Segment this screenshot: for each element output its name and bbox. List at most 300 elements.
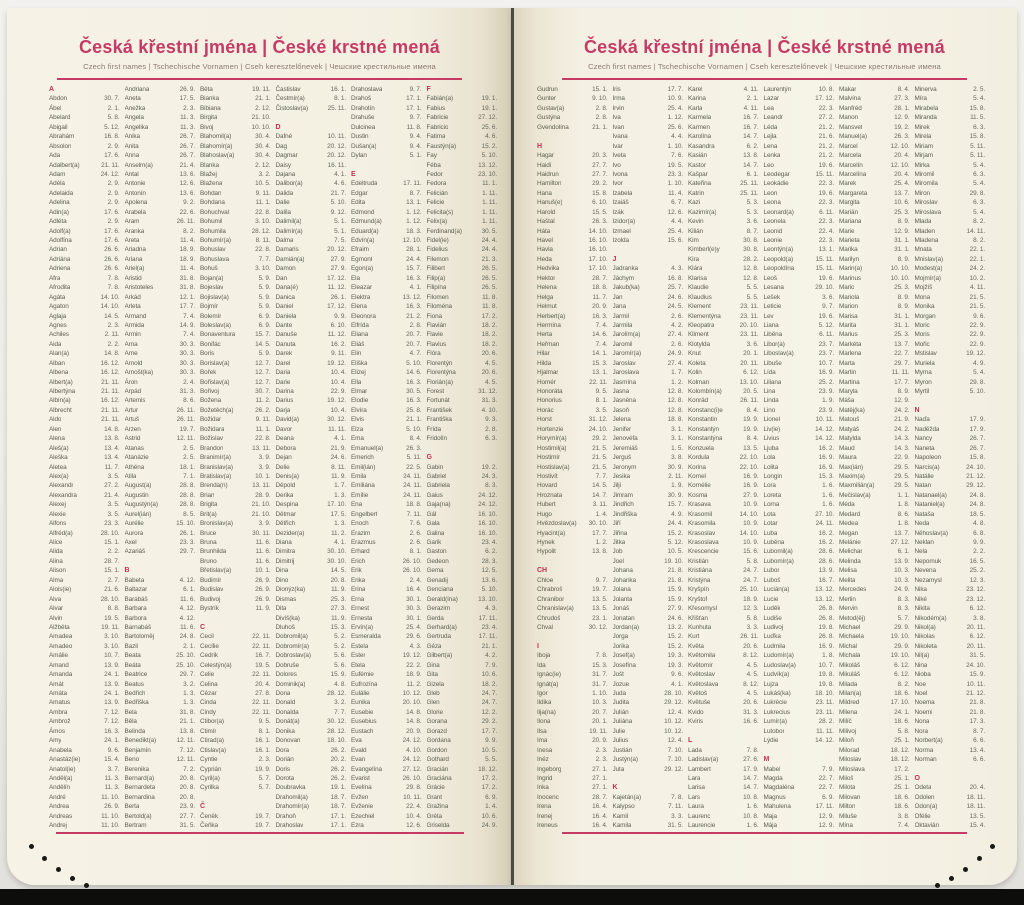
- name-entry: Hvězdoslav(a) 30. 10.: [537, 520, 608, 528]
- name-entry: Matyáš 24. 2.: [839, 425, 910, 433]
- name-entry: Jeremiáš 1. 5.: [612, 444, 683, 452]
- section-letter: J: [612, 255, 617, 263]
- name-entry: Jerguš 3. 8.: [612, 454, 683, 462]
- name-entry: Běta 19. 11.: [200, 86, 271, 93]
- name-entry: Achiles 2. 11.: [49, 331, 120, 339]
- name-entry: Brunhilda 11. 6.: [200, 548, 271, 556]
- name-entry: Odon(a) 18. 11.: [914, 803, 985, 811]
- name-columns: [49, 85, 497, 831]
- name-entry: Filomen 11. 8.: [426, 293, 497, 301]
- name-entry: Ida 15. 3.: [537, 661, 608, 669]
- name-entry: Magnus 6. 9.: [763, 793, 834, 801]
- name-entry: Benjamín 7. 12.: [124, 746, 195, 754]
- name-entry: Bivoj 10. 10.: [200, 123, 271, 131]
- name-entry: Dino 20. 8.: [275, 576, 346, 584]
- name-entry: Krasomila 10. 9.: [688, 520, 759, 528]
- name-entry: Diana 4. 1.: [275, 539, 346, 546]
- name-entry: Albert(a) 21. 11.: [49, 378, 120, 386]
- name-entry: Gilbert(a) 4. 2.: [426, 652, 497, 660]
- name-entry: Milton 18. 6.: [839, 803, 910, 811]
- name-entry: Božidar 9. 11.: [200, 416, 271, 424]
- name-entry: Flavián 18. 2.: [426, 321, 497, 329]
- name-entry: Dismas 25. 3.: [275, 595, 346, 603]
- spacer-row: [125, 557, 196, 566]
- name-entry: Danica 26. 1.: [275, 293, 346, 301]
- name-entry: Eusebius 14. 8.: [351, 718, 422, 726]
- name-entry: Blahomír(a) 30. 4.: [200, 142, 271, 150]
- name-entry: Ludoslav(a) 10. 7.: [763, 661, 834, 669]
- name-entry: Eulálie 10. 12.: [351, 690, 422, 697]
- name-entry: Longin 15. 3.: [763, 472, 834, 480]
- name-entry: Kazimír(a) 5. 3.: [688, 208, 759, 216]
- name-entry: Beatrice 29. 7.: [124, 671, 195, 679]
- name-entry: Kalypso 7. 11.: [612, 803, 683, 811]
- name-entry: Graciána 17. 2.: [426, 774, 497, 782]
- name-entry: Gaius 24. 12.: [426, 491, 497, 499]
- section-letter: C: [200, 623, 205, 631]
- name-entry: Alida 2. 2.: [49, 548, 120, 556]
- name-entry: Gabriela 8. 3.: [426, 482, 497, 490]
- name-entry: Forest 31. 12.: [426, 388, 497, 395]
- name-entry: Adrian 26. 6.: [49, 246, 120, 254]
- name-entry: Eliška 5. 10.: [351, 359, 422, 367]
- name-entry: Klaudius 5. 5.: [688, 293, 759, 301]
- name-entry: Belinda 13. 8.: [124, 727, 195, 735]
- name-entry: Heda 17. 10.: [537, 255, 608, 263]
- name-entry: Ildika 10. 3.: [537, 699, 608, 707]
- name-entry: Merlin 8. 3.: [839, 595, 910, 603]
- name-entry: Doris 26. 2.: [275, 765, 346, 773]
- name-entry: Miroslav 6. 3.: [914, 199, 985, 207]
- name-entry: Dagmar 20. 12.: [275, 152, 346, 160]
- name-entry: Dalida 21. 7.: [275, 189, 346, 197]
- name-entry: Amálie 10. 7.: [49, 652, 120, 660]
- name-entry: Bohuš 3. 10.: [200, 265, 271, 273]
- name-entry: Miromila 5. 4.: [914, 180, 985, 188]
- name-entry: Drahomír(a) 18. 7.: [275, 803, 346, 811]
- name-entry: Liana 5. 12.: [763, 321, 834, 329]
- name-entry: Absolon 2. 9.: [49, 142, 120, 150]
- name-entry: Ludomír(a) 1. 8.: [763, 652, 834, 660]
- name-entry: Alfréd(a) 28. 10.: [49, 529, 120, 537]
- name-columns: [537, 85, 985, 831]
- name-entry: Leonid 22. 4.: [763, 227, 834, 235]
- name-entry: Jonáš 27. 9.: [612, 605, 683, 613]
- name-column: [537, 85, 608, 831]
- name-entry: Leonard(a) 6. 11.: [763, 208, 834, 216]
- name-entry: Ireneus 16. 4.: [537, 822, 608, 830]
- name-entry: Elena 16. 3.: [351, 303, 422, 311]
- name-entry: Griselda 24. 9.: [426, 822, 497, 830]
- name-entry: Liběna 6. 11.: [763, 331, 834, 339]
- name-entry: Lazar 17. 12.: [763, 95, 834, 103]
- name-entry: Hostivít 7. 7.: [537, 472, 608, 480]
- name-entry: Hamilton 29. 2.: [537, 180, 608, 188]
- name-entry: Bianka 21. 1.: [200, 95, 271, 103]
- name-entry: Aleš(a) 13. 4.: [49, 444, 120, 452]
- section-letter: CH: [537, 567, 547, 575]
- name-entry: Cindy 22. 11.: [200, 708, 271, 716]
- name-entry: Alice 15. 1.: [49, 539, 120, 546]
- name-entry: Mercedes 24. 9.: [839, 586, 910, 594]
- name-entry: Anežka 2. 3.: [124, 104, 195, 112]
- name-entry: Eliana 20. 7.: [351, 331, 422, 339]
- name-entry: Leo 19. 6.: [763, 161, 834, 169]
- name-entry: Irma 10. 9.: [612, 95, 683, 103]
- name-entry: Laura 1. 6.: [688, 803, 759, 811]
- name-entry: Kastor 14. 7.: [688, 161, 759, 169]
- name-entry: Běla 21. 1.: [124, 718, 195, 726]
- name-entry: Manfréd 28. 1.: [839, 104, 910, 112]
- name-entry: Gabin 19. 2.: [426, 463, 497, 471]
- name-entry: Anděl(a) 11. 3.: [49, 774, 120, 782]
- name-entry: Aldo 21. 11.: [49, 416, 120, 424]
- name-entry: Estela 4. 3.: [351, 642, 422, 650]
- page-right: [512, 8, 1017, 885]
- name-entry: Dorián 20. 2.: [275, 756, 346, 764]
- name-entry: Inéz 2. 3.: [537, 756, 608, 764]
- name-entry: Gustýna 2. 8.: [537, 114, 608, 122]
- name-entry: Gothard 5. 5.: [426, 756, 497, 764]
- name-entry: Bohumil 3. 10.: [200, 218, 271, 226]
- name-entry: Justián 7. 10.: [612, 746, 683, 754]
- name-entry: Flavie 18. 2.: [426, 331, 497, 339]
- name-entry: Leonela 22. 3.: [763, 218, 834, 226]
- name-entry: Amadeo 3. 10.: [49, 642, 120, 650]
- name-entry: Brandon 13. 11.: [200, 444, 271, 452]
- name-entry: Branislav(a) 3. 9.: [200, 463, 271, 471]
- name-entry: Aurélie 15. 10.: [124, 520, 195, 528]
- name-entry: Klarisa 12. 8.: [688, 274, 759, 282]
- name-entry: Gaston 6. 2.: [426, 548, 497, 556]
- name-entry: Kristiána 24. 7.: [688, 567, 759, 575]
- name-entry: Michael 29. 9.: [839, 623, 910, 631]
- name-column: [125, 85, 196, 831]
- name-entry: Jan 24. 6.: [612, 293, 683, 301]
- name-entry: Jana 24. 5.: [612, 303, 683, 311]
- name-entry: Kleopatra 20. 10.: [688, 321, 759, 329]
- name-entry: Havla 16. 10.: [537, 246, 608, 254]
- name-entry: Abigail 5. 12.: [49, 123, 120, 131]
- name-entry: Eunika 20. 10.: [351, 699, 422, 707]
- name-entry: Denis(a) 11. 9.: [275, 472, 346, 480]
- name-entry: Matouš 21. 9.: [839, 416, 910, 424]
- name-entry: Dětmar 17. 5.: [275, 510, 346, 518]
- name-entry: Marcelína 20. 4.: [839, 170, 910, 178]
- name-entry: Haidi 27. 7.: [537, 161, 608, 169]
- name-entry: Beno 12. 11.: [124, 756, 195, 764]
- name-entry: Damaris 20. 12.: [275, 246, 346, 254]
- name-entry: Branimír(a) 3. 9.: [200, 454, 271, 462]
- name-entry: Leodegar 15. 11.: [763, 170, 834, 178]
- name-entry: Lída 16. 9.: [763, 369, 834, 377]
- name-entry: Darina 22. 9.: [275, 388, 346, 395]
- name-entry: Konrád 26. 11.: [688, 397, 759, 405]
- name-entry: Garik 23. 4.: [426, 539, 497, 546]
- name-entry: Maxim(a) 29. 5.: [839, 472, 910, 480]
- name-entry: Cedrik 16. 7.: [200, 652, 271, 660]
- name-entry: Melinda 13. 9.: [839, 557, 910, 565]
- name-entry: Norman 6. 6.: [914, 756, 985, 764]
- page-title: Česká křestní jména | České krstné mená: [583, 37, 946, 57]
- name-entry: Dustin 9. 4.: [351, 133, 422, 141]
- name-entry: Myrtil 5. 10.: [914, 388, 985, 395]
- name-entry: Amáta 24. 1.: [49, 690, 120, 697]
- name-entry: Jiří 24. 4.: [612, 520, 683, 528]
- name-entry: Maura 22. 9.: [839, 454, 910, 462]
- name-entry: Justýn(a) 7. 10.: [612, 756, 683, 764]
- name-entry: Dolores 15. 9.: [275, 671, 346, 679]
- name-entry: Korina 22. 10.: [688, 463, 759, 471]
- name-entry: Ezra 12. 6.: [351, 822, 422, 830]
- page-gutter-shadow: [511, 8, 514, 885]
- name-entry: Květomír 4. 5.: [688, 661, 759, 669]
- name-entry: Leonie 22. 3.: [763, 237, 834, 244]
- name-entry: Květomila 8. 12.: [688, 652, 759, 660]
- name-entry: Marcela 20. 4.: [839, 152, 910, 160]
- name-entry: Féba 13. 12.: [426, 161, 497, 169]
- name-entry: Armand 7. 4.: [124, 312, 195, 320]
- name-entry: Milota 25. 1.: [839, 784, 910, 792]
- name-entry: Hubert 3. 11.: [537, 501, 608, 509]
- name-entry: Erich 26. 10.: [351, 557, 422, 565]
- name-entry: Chval 30. 12.: [537, 623, 608, 631]
- name-entry: Dimitrij 30. 10.: [275, 557, 346, 565]
- name-entry: Blanka 2. 12.: [200, 161, 271, 169]
- page-header: [7, 8, 512, 80]
- name-entry: Aristoteles 31. 8.: [124, 284, 195, 292]
- name-entry: Odeta 20. 4.: [914, 784, 985, 792]
- name-entry: Budivoj 26. 9.: [200, 595, 271, 603]
- spacer-row: [351, 161, 422, 170]
- name-entry: Alban 16. 12.: [49, 359, 120, 367]
- name-entry: Drahoslava 9. 7.: [351, 86, 422, 93]
- name-entry: Čeňka 19. 7.: [200, 822, 271, 830]
- spacer-row: [276, 113, 347, 122]
- name-entry: Felicita(s) 1. 11.: [426, 208, 497, 216]
- name-entry: Kornel 16. 9.: [688, 472, 759, 480]
- name-entry: Beáta 25. 10.: [124, 661, 195, 669]
- name-entry: Leticie 9. 7.: [763, 303, 834, 311]
- name-entry: Karina 2. 1.: [688, 95, 759, 103]
- name-entry: Margareta 13. 7.: [839, 189, 910, 197]
- name-entry: Metod(ěj) 5. 7.: [839, 614, 910, 622]
- name-entry: Jarmil 2. 6.: [612, 312, 683, 320]
- name-entry: Jorga 15. 2.: [612, 633, 683, 641]
- section-letter: Č: [200, 803, 205, 811]
- name-entry: Iva 1. 12.: [612, 114, 683, 122]
- name-entry: Kevin 3. 6.: [688, 218, 759, 226]
- name-entry: Hana 15. 8.: [537, 189, 608, 197]
- name-entry: František 4. 10.: [426, 406, 497, 414]
- name-entry: Konstanc(i)e 8. 4.: [688, 406, 759, 414]
- name-entry: Edmond 1. 12.: [351, 208, 422, 216]
- name-entry: Felicián 1. 11.: [426, 189, 497, 197]
- page-title: Česká křestní jména | České krstné mená: [78, 37, 441, 57]
- name-entry: Miriam 5. 11.: [914, 142, 985, 150]
- name-entry: Lucie 13. 12.: [763, 595, 834, 603]
- name-entry: Barabáš 11. 6.: [124, 595, 195, 603]
- section-letter: D: [275, 123, 281, 131]
- name-entry: Bohuslava 7. 7.: [200, 255, 271, 263]
- spacer-row: [537, 557, 608, 566]
- name-entry: Božidara 11. 1.: [200, 425, 271, 433]
- name-entry: Lambert 17. 9.: [688, 765, 759, 773]
- name-entry: Felicie 1. 11.: [426, 199, 497, 207]
- name-entry: Adelina 2. 9.: [49, 199, 120, 207]
- name-entry: Boris 5. 9.: [200, 350, 271, 358]
- name-entry: Emílie 24. 11.: [351, 491, 422, 499]
- name-entry: Arkád 12. 1.: [124, 293, 195, 301]
- name-entry: Kviris 16. 6.: [688, 718, 759, 726]
- name-entry: Ferdinand(a) 30. 5.: [426, 227, 497, 235]
- name-entry: Křišťan 5. 8.: [688, 614, 759, 622]
- name-entry: Ivo 19. 5.: [612, 161, 683, 169]
- name-entry: Bartoloměj 24. 8.: [124, 633, 195, 641]
- name-entry: Dejan 24. 6.: [275, 454, 346, 462]
- name-entry: Julie 10. 12.: [612, 727, 683, 735]
- name-entry: Myron 29. 8.: [914, 378, 985, 386]
- name-entry: Izaiáš 6. 7.: [612, 199, 683, 207]
- name-entry: Bertram 31. 5.: [124, 822, 195, 830]
- name-entry: Naďa 17. 9.: [914, 416, 985, 424]
- name-entry: Kolin 6. 12.: [688, 369, 759, 377]
- name-entry: Afra 7. 8.: [49, 274, 120, 282]
- name-entry: Kosma 27. 9.: [688, 491, 759, 499]
- name-entry: Gita 10. 6.: [426, 671, 497, 679]
- name-entry: Barnabáš 11. 6.: [124, 623, 195, 631]
- name-entry: Alžběta 19. 11.: [49, 623, 120, 631]
- name-entry: Berta 23. 9.: [124, 803, 195, 811]
- name-entry: Laurencie 1. 6.: [688, 822, 759, 830]
- name-entry: Davor 11. 11.: [275, 425, 346, 433]
- name-entry: Lev 19. 6.: [763, 312, 834, 320]
- name-entry: Monika 21. 5.: [914, 303, 985, 311]
- name-entry: Homér 22. 11.: [537, 378, 608, 386]
- name-entry: Hjalmar 13. 1.: [537, 369, 608, 377]
- name-entry: Michala 19. 10.: [839, 652, 910, 660]
- name-entry: Bela 31. 8.: [124, 708, 195, 716]
- name-entry: Chrabroš 19. 7.: [537, 586, 608, 594]
- name-entry: Dylan 5. 1.: [351, 152, 422, 160]
- name-entry: Jeronym 30. 9.: [612, 463, 683, 471]
- name-entry: Mája 12. 9.: [763, 822, 834, 830]
- name-entry: Glen 24. 7.: [426, 699, 497, 707]
- name-entry: Beata 25. 10.: [124, 652, 195, 660]
- name-entry: Erna 30. 1.: [351, 595, 422, 603]
- name-entry: Bedřiška 1. 3.: [124, 699, 195, 707]
- name-entry: Mirabela 15. 8.: [914, 104, 985, 112]
- name-entry: Cyprián 19. 9.: [200, 765, 271, 773]
- name-entry: Klaudie 5. 5.: [688, 284, 759, 292]
- name-entry: Ivar 1. 10.: [612, 142, 683, 150]
- name-entry: Hostislav(a) 21. 5.: [537, 463, 608, 471]
- name-entry: Fabián(a) 19. 1.: [426, 95, 497, 103]
- name-entry: Ignác(ie) 31. 7.: [537, 671, 608, 679]
- name-entry: Elin 4. 7.: [351, 350, 422, 358]
- name-entry: Gema 12. 5.: [426, 567, 497, 575]
- name-entry: Adéla 2. 9.: [49, 180, 120, 188]
- name-entry: Andreas 11. 10.: [49, 812, 120, 820]
- name-entry: Karmela 16. 7.: [688, 114, 759, 122]
- name-entry: Kimberl(e)y 30. 8.: [688, 246, 759, 254]
- name-entry: Lota 27. 10.: [763, 510, 834, 518]
- name-entry: Liboslav(a) 23. 7.: [763, 350, 834, 358]
- name-entry: Konzuela 13. 5.: [688, 444, 759, 452]
- name-entry: Jindřiška 4. 9.: [612, 510, 683, 518]
- name-entry: Irenej 16. 4.: [537, 812, 608, 820]
- name-entry: Kryštof 18. 9.: [688, 595, 759, 603]
- name-entry: Herbert(a) 16. 3.: [537, 312, 608, 320]
- name-entry: Alina 28. 7.: [49, 557, 120, 565]
- name-entry: Izák 12. 6.: [612, 208, 683, 216]
- name-entry: Ambrož 7. 12.: [49, 718, 120, 726]
- name-entry: Ambra 7. 12.: [49, 708, 120, 716]
- name-entry: Konstantýn 19. 9.: [688, 425, 759, 433]
- name-entry: Galina 16. 10.: [426, 529, 497, 537]
- name-entry: Daniela 9. 9.: [275, 312, 346, 320]
- name-entry: Ella 16. 3.: [351, 378, 422, 386]
- name-entry: Květoslav 4. 5.: [688, 671, 759, 679]
- name-entry: Jiřina 15. 2.: [612, 529, 683, 537]
- name-entry: Agaton 14. 10.: [49, 303, 120, 311]
- name-entry: Častislav 16. 1.: [275, 86, 346, 93]
- name-entry: Inka 27. 1.: [537, 784, 608, 792]
- name-entry: Jarmila 4. 2.: [612, 321, 683, 329]
- name-entry: Leona 22. 3.: [763, 199, 834, 207]
- name-entry: Kornélie 16. 9.: [688, 482, 759, 490]
- name-entry: Františka 9. 3.: [426, 416, 497, 424]
- name-entry: Elza 5. 10.: [351, 425, 422, 433]
- name-entry: Chrudoš 23. 1.: [537, 614, 608, 622]
- name-entry: Havel 16. 10.: [537, 237, 608, 244]
- name-column: [613, 85, 684, 831]
- name-entry: Hostimil(a) 21. 5.: [537, 444, 608, 452]
- name-entry: Lars 10. 8.: [688, 793, 759, 801]
- name-entry: Ludiše 26. 8.: [763, 614, 834, 622]
- name-entry: Agnes 2. 3.: [49, 321, 120, 329]
- name-entry: Arnold 30. 3.: [124, 359, 195, 367]
- name-entry: Artemis 8. 6.: [124, 397, 195, 405]
- name-entry: Bohdan 9. 11.: [200, 189, 271, 197]
- name-entry: Ernest 30. 3.: [351, 605, 422, 613]
- name-entry: Leokádie 22. 3.: [763, 180, 834, 188]
- name-entry: Gleb 24. 7.: [426, 690, 497, 697]
- name-entry: Hroznata 14. 7.: [537, 491, 608, 499]
- name-entry: Livius 14. 12.: [763, 435, 834, 443]
- name-entry: Narcis(a) 24. 10.: [914, 463, 985, 471]
- name-entry: Nikol(a) 20. 11.: [914, 623, 985, 631]
- name-entry: Cyntie 2. 3.: [200, 756, 271, 764]
- name-entry: Leon 19. 6.: [763, 189, 834, 197]
- name-entry: Ariel(a) 11. 4.: [124, 265, 195, 273]
- name-entry: Dalila 9. 12.: [275, 208, 346, 216]
- name-entry: Gedeon 28. 3.: [426, 557, 497, 565]
- name-entry: Matylda 14. 3.: [839, 435, 910, 443]
- name-entry: Fabius 19. 1.: [426, 104, 497, 112]
- name-entry: Nancy 26. 7.: [914, 435, 985, 443]
- name-entry: Moris 22. 9.: [914, 331, 985, 339]
- name-entry: Áron 2. 4.: [124, 378, 195, 386]
- section-letter: G: [426, 454, 432, 462]
- name-entry: Anna 26. 7.: [124, 152, 195, 160]
- name-entry: Nikita 6. 12.: [914, 605, 985, 613]
- name-entry: Harold 15. 5.: [537, 208, 608, 216]
- spacer-row: [200, 793, 271, 802]
- name-entry: Nevena 25. 2.: [914, 567, 985, 575]
- name-entry: Bojan(a) 5. 9.: [200, 274, 271, 282]
- name-entry: Leopold(a) 15. 11.: [763, 255, 834, 263]
